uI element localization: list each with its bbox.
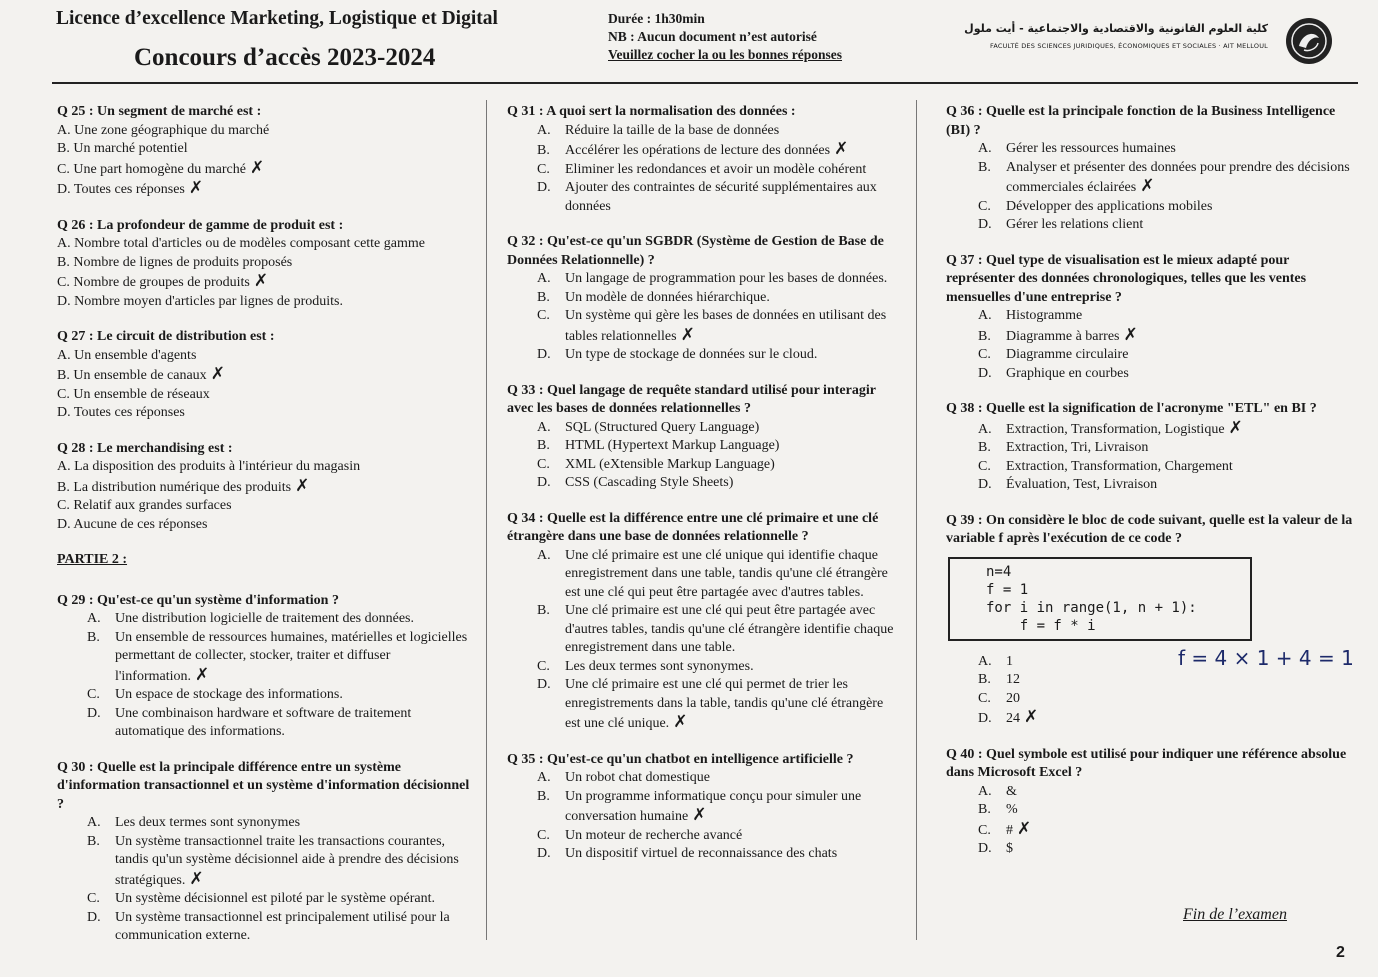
question-32 [507,233,899,365]
question-text: Q 37 : Quel type de visualisation est le mieux adapté pour représenter des données chronologiques, telles que les ventes mensuelles d'une entreprise ? [946,252,1307,305]
option-text: Un langage de programmation pour les bases de données. [565,271,888,286]
option-letter: A. [978,783,992,799]
option-text: Une distribution logicielle de traitement des données. [115,611,414,626]
answer-option[interactable] [57,833,477,891]
answer-option[interactable] [57,272,477,293]
option-letter: A. [57,459,71,474]
answer-option[interactable] [57,293,477,312]
option-text: Un modèle de données hiérarchique. [565,289,770,305]
option-text: # [1006,822,1013,838]
option-letter: D. [978,841,992,856]
option-text: Évaluation, Test, Livraison [1006,477,1158,492]
answer-option[interactable] [57,179,477,200]
option-letter: A. [978,653,992,669]
answer-option[interactable] [946,326,1358,347]
answer-option[interactable] [946,783,1358,802]
column-2 [507,103,899,881]
question-text: Q 36 : Quelle est la principale fonction de la Business Intelligence (BI) ? [946,104,1336,138]
faculty-block [964,20,1338,70]
option-letter: B. [57,141,70,156]
option-letter: D. [57,405,71,420]
checkmark-cross-icon: ✗ [1123,324,1138,345]
option-text: La disposition des produits à l'intérieur du magasin [74,459,361,474]
option-text: Une part homogène du marché [73,161,246,177]
question-28 [57,440,477,535]
option-text: Graphique en courbes [1006,365,1129,381]
option-text: CSS (Cascading Style Sheets) [565,475,734,490]
option-letter: C. [978,690,991,706]
question-36 [946,103,1358,235]
answer-option[interactable] [57,122,477,141]
option-text: Relatif aux grandes surfaces [73,498,232,513]
option-letter: C. [537,456,550,472]
question-text: Q 38 : Quelle est la signification de l'acronyme "ETL" en BI ? [946,401,1317,416]
option-text: Gérer les relations client [1006,217,1144,232]
option-text: La distribution numérique des produits [73,479,292,495]
option-letter: D. [537,180,551,195]
option-text: Un espace de stockage des informations. [115,687,343,702]
option-text: Toutes ces réponses [73,182,185,197]
checkmark-cross-icon: ✗ [1228,417,1243,438]
option-text: Un système décisionnel est piloté par le système opérant. [115,891,435,906]
checkmark-cross-icon: ✗ [295,475,310,496]
answer-option[interactable] [57,909,477,946]
option-letter: C. [87,687,100,702]
option-text: Un robot chat domestique [565,770,711,785]
option-letter: C. [978,458,991,474]
option-letter: A. [537,271,551,286]
column-divider-2 [916,100,917,940]
question-35 [507,751,899,864]
question-33 [507,382,899,493]
answer-option[interactable] [946,216,1358,235]
option-text: Eliminer les redondances et avoir un modèle cohérent [565,161,867,177]
answer-option[interactable] [946,419,1358,440]
option-text: Un ensemble de réseaux [73,386,210,402]
option-letter: A. [537,770,551,785]
option-text: % [1006,802,1018,817]
option-letter: D. [537,846,551,861]
option-letter: C. [87,891,100,906]
option-text: & [1006,783,1017,799]
option-text: Nombre total d'articles ou de modèles composant cette gamme [74,236,425,251]
option-letter: B. [978,802,991,817]
checkmark-cross-icon: ✗ [253,271,269,291]
program-title: Licence d’excellence Marketing, Logistique et Digital [56,8,498,29]
answer-option[interactable] [57,705,477,742]
option-letter: D. [57,182,71,197]
option-text: Un système qui gère les bases de données en utilisant des tables relationnelles [565,308,887,344]
option-text: Nombre moyen d'articles par lignes de produits. [74,293,343,309]
question-30 [57,759,477,946]
option-text: XML (eXtensible Markup Language) [565,456,775,472]
option-letter: A. [978,421,992,437]
option-text: SQL (Structured Query Language) [565,419,760,435]
answer-option[interactable] [57,890,477,909]
answer-option[interactable] [507,437,899,456]
option-text: Histogramme [1006,308,1083,323]
option-text: Réduire la taille de la base de données [565,122,780,138]
option-letter: C. [57,275,70,290]
answer-option[interactable] [57,365,477,386]
faculty-logo-icon [1284,16,1334,66]
option-letter: B. [57,368,70,383]
option-letter: A. [978,141,992,156]
question-37 [946,252,1358,384]
answer-option[interactable] [946,365,1358,384]
answer-option[interactable] [57,516,477,535]
option-text: Un ensemble d'agents [74,347,197,363]
handwritten-calculation: f = 4 × 1 + 4 = 1 [1178,646,1354,670]
duration: Durée : 1h30min [608,11,705,26]
option-letter: C. [978,822,991,838]
option-text: Ajouter des contraintes de sécurité supplémentaires aux données [565,180,877,214]
option-text: Extraction, Transformation, Chargement [1006,458,1233,474]
option-text: Une clé primaire est une clé qui peut être partagée avec d'autres tables, tandis qu'une clé étrangère identifie chaque enregistrement dans une table. [565,603,894,655]
code-line: f = f * i [986,617,1096,634]
nb-note: NB : Aucun document n’est autorisé [608,29,817,44]
option-letter: B. [978,159,991,175]
option-letter: B. [537,289,550,305]
checkmark-cross-icon: ✗ [1024,707,1039,727]
answer-option[interactable] [946,840,1358,859]
instruction: Veuillez cocher la ou les bonnes réponses [608,47,843,62]
question-39 [946,512,1358,729]
option-letter: D. [57,516,71,532]
option-text: Développer des applications mobiles [1006,198,1213,214]
answer-option[interactable] [57,347,477,366]
option-letter: B. [87,833,100,849]
question-text: Q 33 : Quel langage de requête standard utilisé pour interagir avec les bases de données relationnelles ? [507,382,876,416]
option-letter: C. [57,498,70,513]
contest-title: Concours d’accès 2023-2024 [134,44,436,71]
answer-option[interactable] [507,456,899,475]
option-letter: D. [537,677,551,692]
column-1 [57,103,477,963]
question-text: Q 31 : A quoi sert la normalisation des données : [507,104,796,119]
option-text: 12 [1006,672,1020,687]
answer-option[interactable] [946,307,1358,326]
option-text: Nombre de groupes de produits [73,275,250,290]
question-text: Q 28 : Le merchandising est : [57,440,233,456]
question-text: Q 40 : Quel symbole est utilisé pour indiquer une référence absolue dans Microsoft Excel ? [946,746,1347,780]
answer-option[interactable] [507,289,899,308]
option-letter: C. [537,308,550,323]
option-text: Une zone géographique du marché [74,122,270,138]
answer-option[interactable] [507,419,899,438]
option-letter: B. [87,629,100,645]
option-text: Extraction, Transformation, Logistique [1006,421,1225,437]
question-27 [57,328,477,423]
checkmark-cross-icon: ✗ [834,139,849,159]
faculty-name-french: FACULTÉ DES SCIENCES JURIDIQUES, ÉCONOMIQUES ET SOCIALES · AIT MELLOUL [989,42,1268,50]
option-text: Un programme informatique conçu pour simuler une conversation humaine [565,788,862,824]
question-38 [946,400,1358,495]
option-letter: A. [57,236,71,251]
option-text: Les deux termes sont synonymes. [565,658,754,674]
answer-option[interactable] [946,801,1358,820]
option-text: Un ensemble de ressources humaines, matérielles et logicielles permettant de collecter, stocker, traiter et diffuser l'information. [115,629,468,684]
option-text: 24 [1006,711,1020,726]
answer-option[interactable] [507,474,899,493]
option-letter: B. [537,438,550,453]
option-text: Gérer les ressources humaines [1006,141,1176,156]
answer-option[interactable] [57,629,477,687]
answer-option[interactable] [57,386,477,405]
option-text: Un ensemble de canaux [73,368,207,383]
checkmark-cross-icon: ✗ [210,364,225,384]
option-text: Diagramme à barres [1006,328,1120,344]
checkmark-cross-icon: ✗ [249,157,265,178]
header-divider [52,82,1358,84]
page-number: 2 [1336,944,1345,961]
code-line: for i in range(1, n + 1): [986,599,1197,616]
answer-option[interactable] [946,820,1358,841]
question-text: Q 26 : La profondeur de gamme de produit est : [57,217,344,233]
option-text: Diagramme circulaire [1006,347,1129,362]
column-3 [946,103,1358,876]
answer-option[interactable] [57,235,477,254]
answer-option[interactable] [57,686,477,705]
option-text: Toutes ces réponses [73,405,185,420]
option-letter: A. [978,308,992,323]
question-26 [57,217,477,312]
option-letter: B. [537,788,550,804]
option-text: Un système transactionnel est principalement utilisé pour la communication externe. [115,909,450,943]
header-instructions [608,10,842,64]
answer-option[interactable] [507,827,899,846]
question-text: Q 30 : Quelle est la principale différence entre un système d'information transactionnel et un système d'information décisionnel ? [57,759,470,812]
answer-option[interactable] [946,708,1358,729]
option-text: Un système transactionnel traite les transactions courantes, tandis qu'un système décisionnel aide à prendre des décisions stratégiques. [115,833,459,888]
checkmark-cross-icon: ✗ [189,868,204,889]
faculty-name-arabic: كلية العلوم القانونية والاقتصادية والاجتماعية - أيت ملول [964,22,1268,35]
answer-option[interactable] [946,690,1358,709]
option-text: Analyser et présenter des données pour prendre des décisions commerciales éclairées [1006,159,1350,195]
column-divider-1 [486,100,487,940]
answer-option[interactable] [507,845,899,864]
answer-option[interactable] [57,458,477,477]
option-letter: A. [87,611,101,626]
answer-option[interactable] [946,159,1358,198]
option-text: Une clé primaire est une clé qui permet de trier les enregistrements dans la table, tandis qu'une clé étrangère est une clé unique. [565,677,884,731]
option-letter: A. [57,347,71,363]
answer-option[interactable] [507,307,899,346]
option-letter: C. [57,386,70,402]
answer-option[interactable] [507,346,899,365]
question-text: Q 34 : Quelle est la différence entre une clé primaire et une clé étrangère dans une base de données relationnelle ? [507,510,879,544]
answer-option[interactable] [57,140,477,159]
option-letter: D. [87,705,101,721]
option-letter: C. [537,658,550,674]
option-letter: B. [537,143,550,158]
option-text: Extraction, Tri, Livraison [1006,440,1149,455]
option-letter: D. [978,365,992,381]
code-block [948,557,1252,641]
header-left [56,8,498,72]
answer-option[interactable] [946,346,1358,365]
option-text: Nombre de lignes de produits proposés [73,254,293,270]
answer-option[interactable] [946,198,1358,217]
end-of-exam: Fin de l’examen [1183,906,1287,923]
option-text: Un moteur de recherche avancé [565,827,743,843]
option-letter: D. [537,347,551,362]
question-text: Q 35 : Qu'est-ce qu'un chatbot en intelligence artificielle ? [507,751,854,767]
option-text: $ [1006,841,1013,856]
option-text: Les deux termes sont synonymes [115,815,301,830]
option-letter: C. [978,347,991,362]
answer-option[interactable] [507,658,899,677]
answer-option[interactable] [57,610,477,629]
answer-option[interactable] [507,602,899,658]
option-letter: D. [57,293,71,309]
answer-option[interactable] [57,159,477,180]
option-letter: D. [978,711,992,726]
option-letter: A. [537,547,551,563]
option-letter: C. [537,161,550,177]
option-letter: C. [57,161,70,177]
answer-option[interactable] [507,270,899,289]
question-40 [946,746,1358,859]
answer-option[interactable] [507,769,899,788]
answer-option[interactable] [507,788,899,827]
checkmark-cross-icon: ✗ [673,712,688,732]
option-letter: C. [978,198,991,214]
option-text: Une combinaison hardware et software de traitement automatique des informations. [115,705,412,739]
option-letter: B. [57,479,70,495]
answer-option[interactable] [57,404,477,423]
answer-option[interactable] [946,671,1358,690]
checkmark-cross-icon: ✗ [692,805,707,825]
option-letter: A. [57,122,71,138]
option-letter: D. [978,217,992,232]
option-text: Aucune de ces réponses [73,516,208,532]
option-text: Un marché potentiel [73,141,188,156]
option-letter: B. [978,672,991,687]
question-text: Q 32 : Qu'est-ce qu'un SGBDR (Système de Gestion de Base de Données Relationnelle) ? [507,234,884,268]
option-text: Un type de stockage de données sur le cloud. [565,347,818,362]
answer-option[interactable] [946,458,1358,477]
answer-option[interactable] [507,161,899,180]
question-text: Q 25 : Un segment de marché est : [57,104,262,119]
checkmark-cross-icon: ✗ [1140,176,1155,196]
option-letter: D. [87,909,101,925]
answer-option[interactable] [946,439,1358,458]
answer-option[interactable] [507,179,899,216]
answer-option[interactable] [946,140,1358,159]
answer-option[interactable] [57,254,477,273]
option-letter: B. [978,328,991,344]
answer-option[interactable] [507,676,899,734]
option-letter: D. [978,477,992,492]
option-letter: B. [978,440,991,455]
option-text: Une clé primaire est une clé unique qui identifie chaque enregistrement dans une table, tandis qu'une clé étrangère est une clé qui peut être partagée avec d'autres tables. [565,547,888,600]
answer-option[interactable] [507,122,899,141]
option-letter: A. [537,419,551,435]
option-letter: A. [537,122,551,138]
option-text: Accélérer les opérations de lecture des données [565,143,831,158]
question-31 [507,103,899,216]
option-text: 1 [1006,653,1013,669]
option-text: HTML (Hypertext Markup Language) [565,438,780,453]
option-letter: B. [537,603,550,618]
option-text: 20 [1006,690,1020,706]
option-letter: A. [87,815,101,830]
checkmark-cross-icon: ✗ [1017,818,1032,839]
answer-option[interactable] [946,476,1358,495]
option-letter: C. [537,827,550,843]
answer-option[interactable] [57,814,477,833]
checkmark-cross-icon: ✗ [195,664,210,685]
code-line: f = 1 [986,581,1029,598]
answer-option[interactable] [57,497,477,516]
question-25 [57,103,477,200]
question-29 [57,592,477,742]
option-letter: B. [57,254,70,270]
question-text: Q 39 : On considère le bloc de code suivant, quelle est la valeur de la variable f après l'exécution de ce code ? [946,512,1353,546]
question-34 [507,510,899,734]
question-text: Q 29 : Qu'est-ce qu'un système d'information ? [57,592,339,608]
answer-option[interactable] [507,547,899,603]
checkmark-cross-icon: ✗ [680,324,695,345]
question-text: Q 27 : Le circuit de distribution est : [57,329,275,344]
option-text: Un dispositif virtuel de reconnaissance des chats [565,846,838,861]
answer-option[interactable] [57,477,477,498]
code-line: n=4 [986,563,1012,580]
part-2-heading: PARTIE 2 : [57,552,128,567]
option-letter: D. [537,475,551,490]
checkmark-cross-icon: ✗ [188,178,204,198]
answer-option[interactable] [507,140,899,161]
